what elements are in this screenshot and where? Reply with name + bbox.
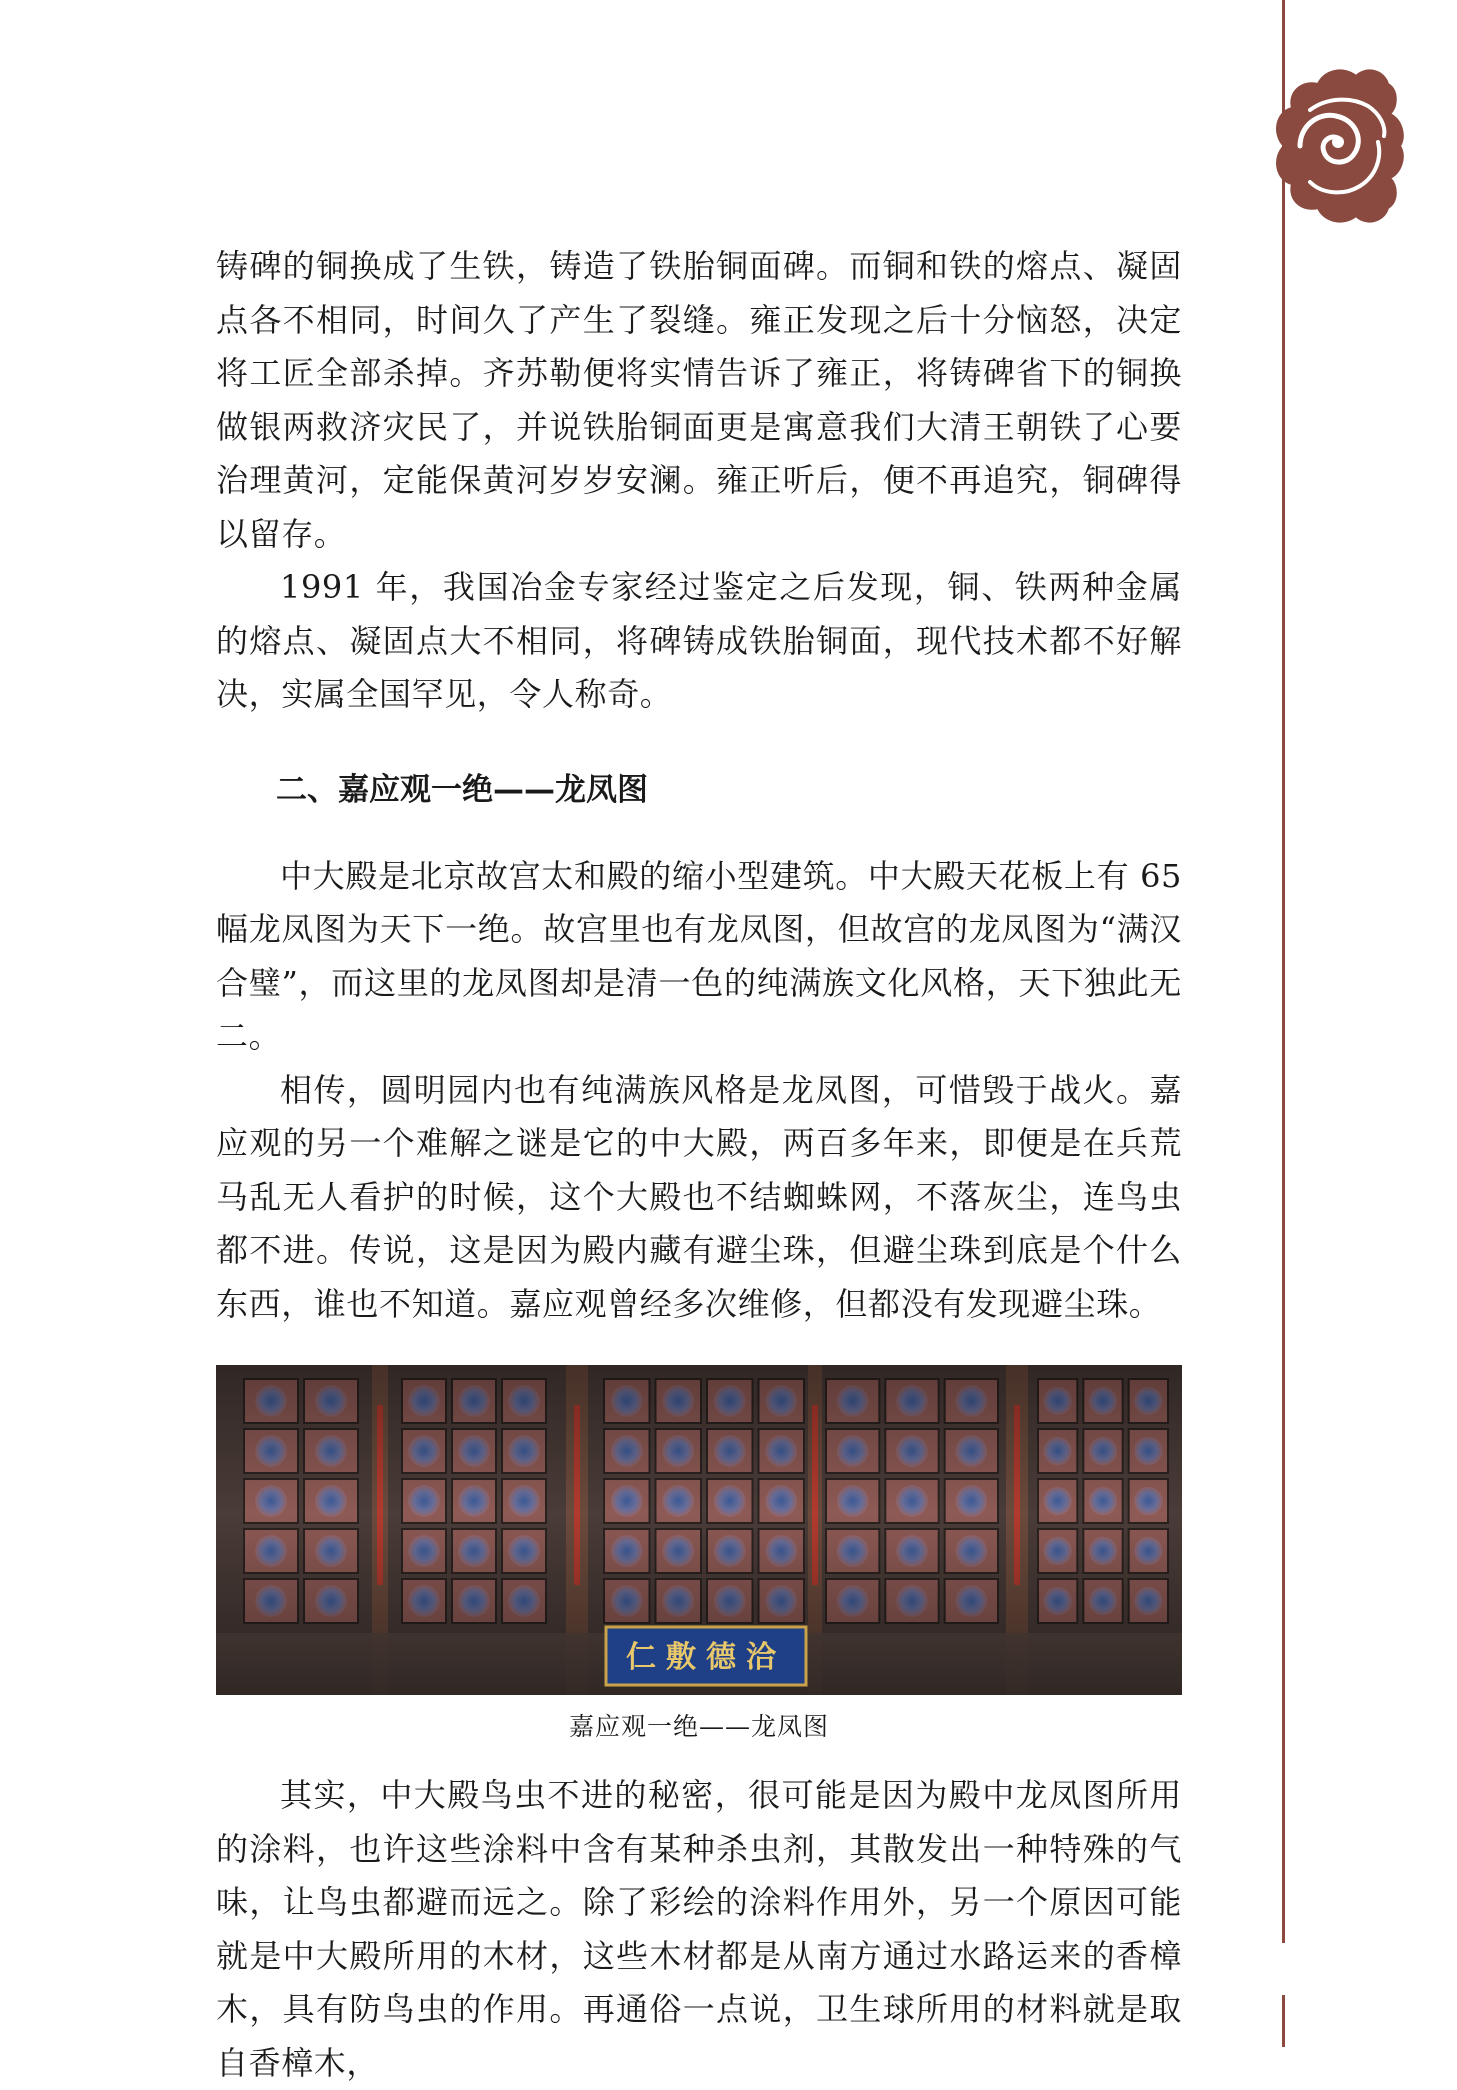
figure-caption: 嘉应观一绝——龙凤图 xyxy=(568,1712,829,1741)
body-paragraph: 中大殿是北京故宫太和殿的缩小型建筑。中大殿天花板上有 65 幅龙凤图为天下一绝。故宫里也有龙凤图，但故宫的龙凤图为“满汉合璧”，而这里的龙凤图却是清一色的纯满族文化风格，天下独此无二。 xyxy=(216,856,1182,1055)
body-paragraph: 相传，圆明园内也有纯满族风格是龙凤图，可惜毁于战火。嘉应观的另一个难解之谜是它的中大殿，两百多年来，即便是在兵荒马乱无人看护的时候，这个大殿也不结蜘蛛网，不落灰尘，连鸟虫都不进。传说，这是因为殿内藏有避尘珠，但避尘珠到底是个什么东西，谁也不知道。嘉应观曾经多次维修，但都没有发现避尘珠。 xyxy=(216,1070,1182,1323)
body-paragraph: 1991 年，我国冶金专家经过鉴定之后发现，铜、铁两种金属的熔点、凝固点大不相同，将碑铸成铁胎铜面，现代技术都不好解决，实属全国罕见，令人称奇。 xyxy=(216,568,1182,713)
dragon-phoenix-ceiling-photo xyxy=(216,1365,1182,1695)
page-content xyxy=(216,240,1182,2090)
side-decorative-rule xyxy=(1282,0,1285,1943)
body-paragraph: 铸碑的铜换成了生铁，铸造了铁胎铜面碑。而铜和铁的熔点、凝固点各不相同，时间久了产生了裂缝。雍正发现之后十分恼怒，决定将工匠全部杀掉。齐苏勒便将实情告诉了雍正，将铸碑省下的铜换做银两救济灾民了，并说铁胎铜面更是寓意我们大清王朝铁了心要治理黄河，定能保黄河岁岁安澜。雍正听后，便不再追究，铜碑得以留存。 xyxy=(216,247,1182,553)
side-decorative-rule-bottom xyxy=(1282,1995,1285,2047)
plaque-text: 仁敷德洽 xyxy=(626,1640,786,1675)
figure xyxy=(216,1365,1182,1747)
body-paragraph: 其实，中大殿鸟虫不进的秘密，很可能是因为殿中龙凤图所用的涂料，也许这些涂料中含有某种杀虫剂，其散发出一种特殊的气味，让鸟虫都避而远之。除了彩绘的涂料作用外，另一个原因可能就是中大殿所用的木材，这些木材都是从南方通过水路运来的香樟木，具有防鸟虫的作用。再通俗一点说，卫生球所用的材料就是取自香樟木， xyxy=(216,1776,1182,2082)
section-heading: 二、嘉应观一绝——龙凤图 xyxy=(276,771,648,808)
cloud-ornament-icon xyxy=(1270,62,1410,230)
